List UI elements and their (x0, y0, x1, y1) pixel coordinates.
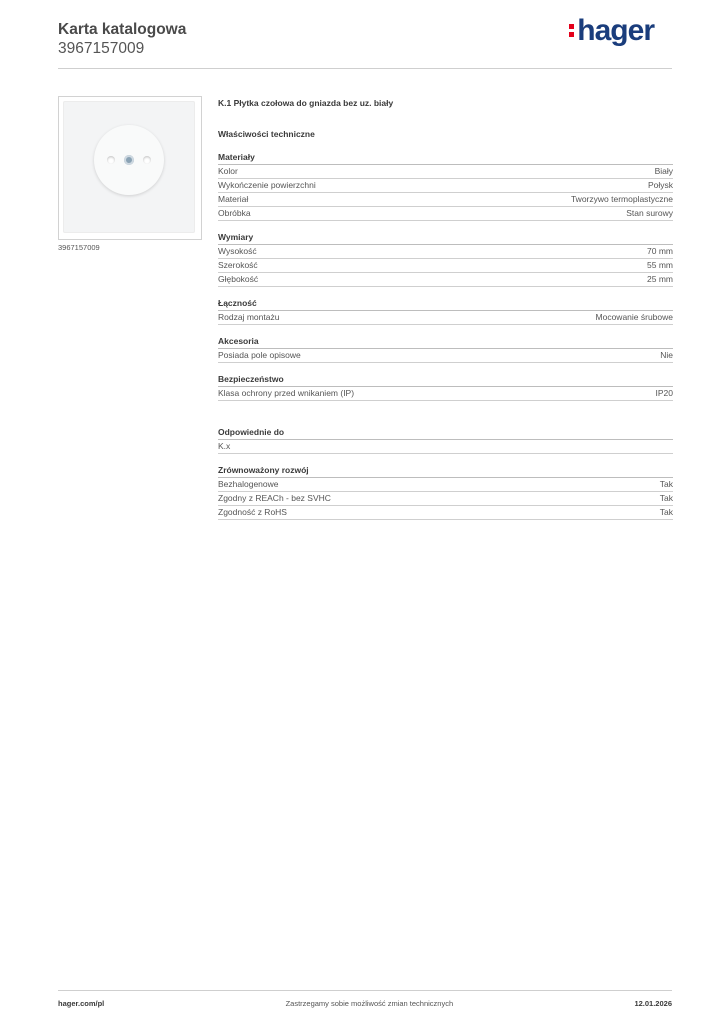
logo-text: hager (577, 14, 654, 47)
spec-group-title: Bezpieczeństwo (218, 373, 673, 387)
spec-value: Mocowanie śrubowe (595, 312, 673, 322)
spec-row (218, 179, 673, 193)
socket-icon (94, 125, 164, 195)
spec-group-title: Wymiary (218, 231, 673, 245)
spec-row (218, 207, 673, 221)
spec-row (218, 311, 673, 325)
spec-label: Wykończenie powierzchni (218, 180, 316, 190)
spec-value: IP20 (655, 388, 673, 398)
spec-value: Tak (659, 507, 673, 517)
spec-label: Bezhalogenowe (218, 479, 279, 489)
spec-group (218, 426, 673, 454)
spec-label: Głębokość (218, 274, 259, 284)
spec-label: Posiada pole opisowe (218, 350, 301, 360)
spec-label: Kolor (218, 166, 238, 176)
spec-row (218, 440, 673, 454)
footer-divider (58, 990, 672, 991)
spec-row (218, 165, 673, 179)
document-header (58, 20, 186, 58)
spec-group (218, 373, 673, 401)
spec-value: Stan surowy (626, 208, 673, 218)
spec-group-title: Odpowiednie do (218, 426, 673, 440)
spec-label: Klasa ochrony przed wnikaniem (IP) (218, 388, 355, 398)
image-caption: 3967157009 (58, 243, 100, 252)
spec-groups (218, 151, 673, 520)
spec-panel (218, 96, 673, 520)
spec-label: K.x (218, 441, 231, 451)
spec-row (218, 506, 673, 520)
logo-dots-icon (569, 21, 574, 40)
spec-label: Zgodny z REACh - bez SVHC (218, 493, 331, 503)
spec-row (218, 245, 673, 259)
spec-group (218, 231, 673, 287)
product-code: 3967157009 (58, 40, 145, 57)
footer-date: 12.01.2026 (634, 999, 672, 1008)
socket-hole-icon (143, 156, 151, 164)
spec-group (218, 151, 673, 221)
spec-row (218, 349, 673, 363)
spec-value: Nie (660, 350, 673, 360)
spec-value: 70 mm (647, 246, 673, 256)
spec-row (218, 273, 673, 287)
document-title: Karta katalogowa (58, 21, 187, 38)
header-divider (58, 68, 672, 69)
section-title: Właściwości techniczne (218, 129, 315, 139)
spec-value: 25 mm (647, 274, 673, 284)
spec-group-title: Akcesoria (218, 335, 673, 349)
spec-group-title: Łączność (218, 297, 673, 311)
socket-hole-icon (107, 156, 115, 164)
product-name: K.1 Płytka czołowa do gniazda bez uz. biały (218, 98, 394, 108)
spec-label: Wysokość (218, 246, 257, 256)
cover-plate-icon (63, 101, 195, 233)
spec-label: Materiał (218, 194, 249, 204)
spec-group-title: Zrównoważony rozwój (218, 464, 673, 478)
page-footer (58, 999, 672, 1008)
spec-value: Biały (654, 166, 673, 176)
spec-row (218, 193, 673, 207)
product-image (58, 96, 202, 240)
footer-website-link[interactable]: hager.com/pl (58, 999, 105, 1008)
spec-group (218, 297, 673, 325)
spec-group (218, 464, 673, 520)
spec-group-title: Materiały (218, 151, 673, 165)
footer-disclaimer: Zastrzegamy sobie możliwość zmian technicznych (285, 999, 454, 1008)
spec-label: Szerokość (218, 260, 258, 270)
spec-value: Tak (659, 493, 673, 503)
hager-logo[interactable] (569, 14, 654, 48)
spec-row (218, 478, 673, 492)
spec-value: Tworzywo termoplastyczne (570, 194, 673, 204)
spec-value: Tak (659, 479, 673, 489)
spec-label: Zgodność z RoHS (218, 507, 287, 517)
spec-label: Rodzaj montażu (218, 312, 280, 322)
spec-row (218, 259, 673, 273)
spec-value: 55 mm (647, 260, 673, 270)
spec-label: Obróbka (218, 208, 251, 218)
spec-group (218, 335, 673, 363)
spec-value: Połysk (647, 180, 673, 190)
spec-row (218, 387, 673, 401)
spec-row (218, 492, 673, 506)
screw-icon (124, 155, 134, 165)
